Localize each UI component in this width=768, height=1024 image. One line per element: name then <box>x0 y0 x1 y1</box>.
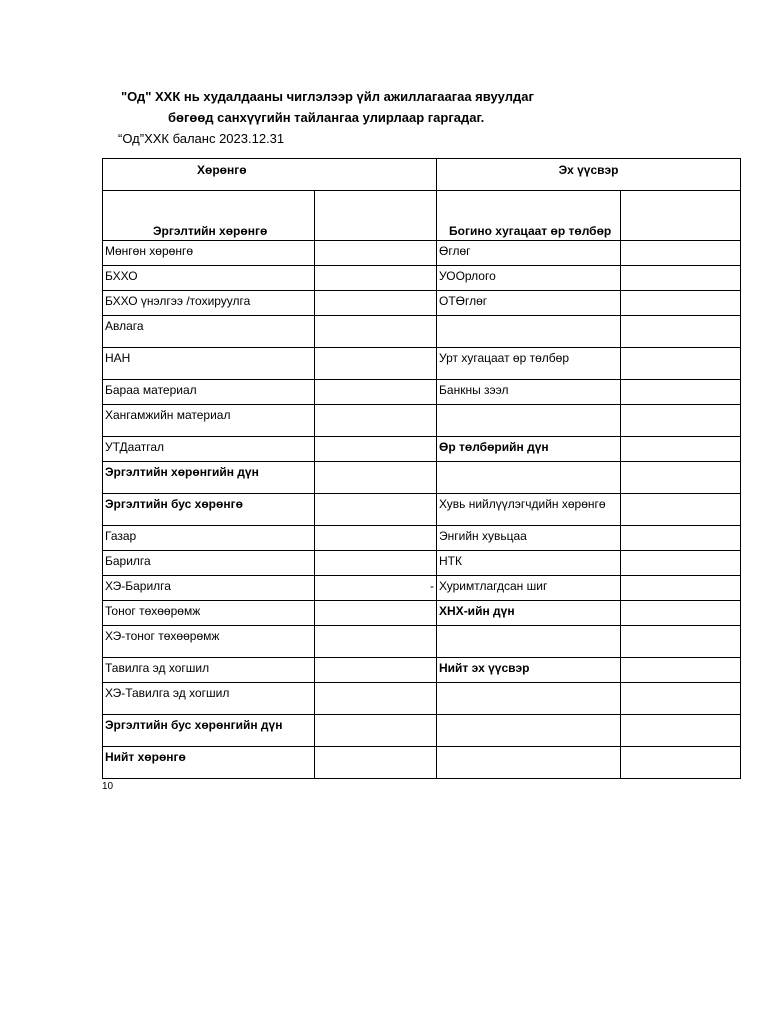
liability-equity-label <box>437 715 621 747</box>
asset-value <box>315 405 437 437</box>
asset-value <box>315 494 437 526</box>
asset-value <box>315 437 437 462</box>
liability-equity-label: Өр төлбөрийн дүн <box>437 437 621 462</box>
table-row <box>103 266 741 291</box>
asset-label: БХХО <box>103 266 315 291</box>
asset-value <box>315 551 437 576</box>
asset-label: Тоног төхөөрөмж <box>103 601 315 626</box>
liability-equity-value <box>621 601 741 626</box>
table-row <box>103 683 741 715</box>
asset-value <box>315 316 437 348</box>
liability-equity-value <box>621 526 741 551</box>
intro-line-2: бөгөөд санхүүгийн тайлангаа улирлаар гаргадаг. <box>168 110 485 125</box>
asset-label: Газар <box>103 526 315 551</box>
liability-equity-value <box>621 494 741 526</box>
liability-equity-value <box>621 715 741 747</box>
table-row <box>103 526 741 551</box>
asset-value <box>315 462 437 494</box>
asset-label: Тавилга эд хогшил <box>103 658 315 683</box>
asset-value <box>315 747 437 779</box>
liability-equity-label: УООрлого <box>437 266 621 291</box>
asset-label: Нийт хөрөнгө <box>103 747 315 779</box>
table-row <box>103 601 741 626</box>
liability-equity-value <box>621 380 741 405</box>
table-row <box>103 551 741 576</box>
asset-value <box>315 526 437 551</box>
asset-label: Барилга <box>103 551 315 576</box>
liability-equity-value <box>621 683 741 715</box>
asset-label: Авлага <box>103 316 315 348</box>
liability-equity-label: Хувь нийлүүлэгчдийн хөрөнгө <box>437 494 621 526</box>
current-assets-label: Эргэлтийн хөрөнгө <box>103 191 315 241</box>
liability-equity-label: Урт хугацаат өр төлбөр <box>437 348 621 380</box>
liability-equity-label <box>437 405 621 437</box>
table-row <box>103 348 741 380</box>
liability-equity-value <box>621 462 741 494</box>
equity-header: Эх үүсвэр <box>437 159 741 191</box>
liability-equity-value <box>621 551 741 576</box>
table-header-row <box>103 159 741 191</box>
asset-label: БХХО үнэлгээ /тохируулга <box>103 291 315 316</box>
intro-line-1: "Од" ХХК нь худалдааны чиглэлээр үйл ажиллагаагаа явуулдаг <box>121 89 534 104</box>
table-row <box>103 626 741 658</box>
table-row <box>103 462 741 494</box>
asset-label: ХЭ-Барилга <box>103 576 315 601</box>
asset-label: ХЭ-тоног төхөөрөмж <box>103 626 315 658</box>
asset-value <box>315 626 437 658</box>
liability-equity-label <box>437 626 621 658</box>
liability-equity-value <box>621 437 741 462</box>
asset-value <box>315 291 437 316</box>
asset-label: ХЭ-Тавилга эд хогшил <box>103 683 315 715</box>
asset-label: НАН <box>103 348 315 380</box>
table-row <box>103 380 741 405</box>
liability-equity-value <box>621 241 741 266</box>
liability-equity-label: Хуримтлагдсан шиг <box>437 576 621 601</box>
short-term-liabilities-value-cell <box>621 191 741 241</box>
table-row <box>103 437 741 462</box>
asset-value <box>315 683 437 715</box>
table-subheader-row <box>103 191 741 241</box>
table-row <box>103 291 741 316</box>
asset-value <box>315 380 437 405</box>
asset-label: Эргэлтийн бус хөрөнгө <box>103 494 315 526</box>
asset-label: Мөнгөн хөрөнгө <box>103 241 315 266</box>
asset-value: - <box>315 576 437 601</box>
asset-value <box>315 266 437 291</box>
asset-value <box>315 715 437 747</box>
asset-value <box>315 601 437 626</box>
liability-equity-label <box>437 462 621 494</box>
asset-value <box>315 348 437 380</box>
table-row <box>103 405 741 437</box>
liability-equity-label: НТК <box>437 551 621 576</box>
liability-equity-label <box>437 747 621 779</box>
liability-equity-label: ХНХ-ийн дүн <box>437 601 621 626</box>
asset-label: Бараа материал <box>103 380 315 405</box>
liability-equity-label: Өглөг <box>437 241 621 266</box>
table-row <box>103 576 741 601</box>
short-term-liabilities-label: Богино хугацаат өр төлбөр <box>437 191 621 241</box>
liability-equity-value <box>621 658 741 683</box>
balance-sheet-table <box>102 158 741 779</box>
liability-equity-label <box>437 683 621 715</box>
assets-header: Хөрөнгө <box>103 159 437 191</box>
liability-equity-label: Энгийн хувьцаа <box>437 526 621 551</box>
balance-sheet-title: “Од”ХХК баланс 2023.12.31 <box>118 131 285 146</box>
liability-equity-value <box>621 266 741 291</box>
page-number: 10 <box>102 781 114 792</box>
liability-equity-label <box>437 316 621 348</box>
asset-label: Хангамжийн материал <box>103 405 315 437</box>
asset-value <box>315 658 437 683</box>
liability-equity-value <box>621 576 741 601</box>
current-assets-value-cell <box>315 191 437 241</box>
table-row <box>103 241 741 266</box>
liability-equity-value <box>621 291 741 316</box>
table-row <box>103 494 741 526</box>
table-row <box>103 747 741 779</box>
table-row <box>103 715 741 747</box>
table-row <box>103 658 741 683</box>
liability-equity-value <box>621 316 741 348</box>
asset-label: Эргэлтийн бус хөрөнгийн дүн <box>103 715 315 747</box>
asset-value <box>315 241 437 266</box>
table-row <box>103 316 741 348</box>
liability-equity-value <box>621 348 741 380</box>
asset-label: УТДаатгал <box>103 437 315 462</box>
liability-equity-label: ОТӨглөг <box>437 291 621 316</box>
liability-equity-value <box>621 747 741 779</box>
liability-equity-value <box>621 626 741 658</box>
liability-equity-value <box>621 405 741 437</box>
liability-equity-label: Банкны зээл <box>437 380 621 405</box>
asset-label: Эргэлтийн хөрөнгийн дүн <box>103 462 315 494</box>
liability-equity-label: Нийт эх үүсвэр <box>437 658 621 683</box>
